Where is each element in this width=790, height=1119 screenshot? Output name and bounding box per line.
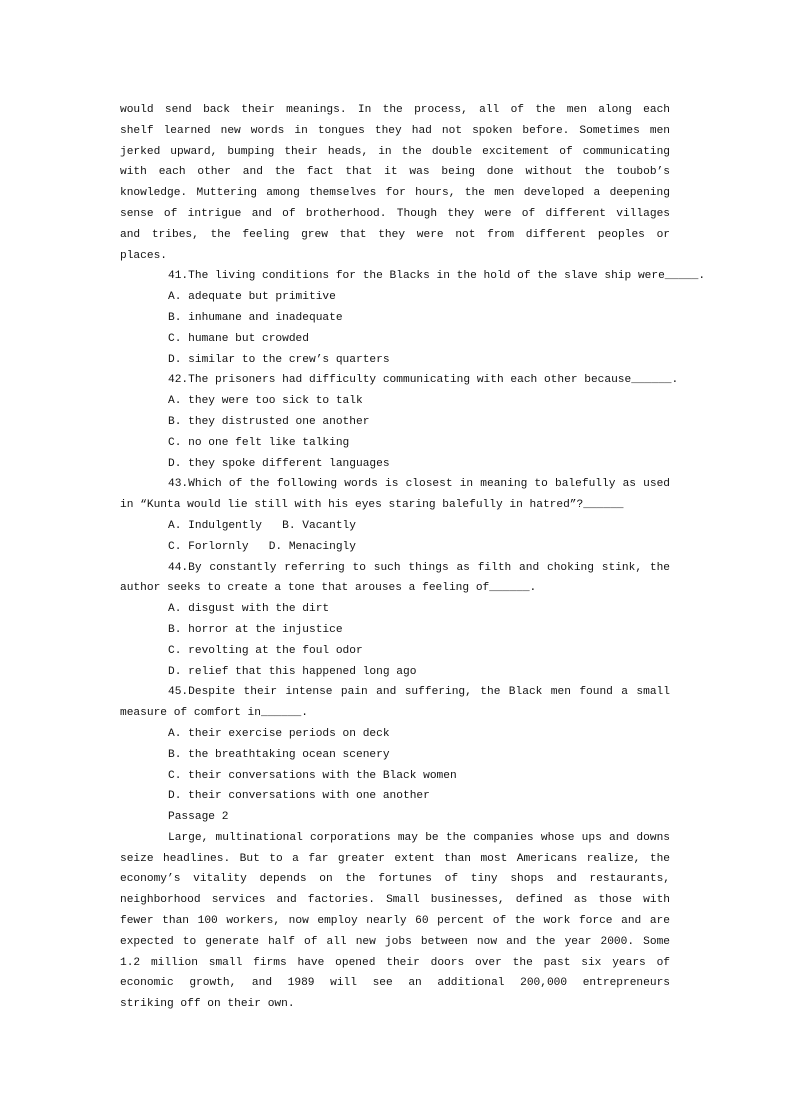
answer-option: A. their exercise periods on deck (168, 727, 390, 740)
text-line: shelf learned new words in tongues they had not spoken before. Sometimes men (120, 124, 670, 137)
text-line: sense of intrigue and of brotherhood. Though they were of different villages (120, 207, 670, 220)
question-stem: 45.Despite their intense pain and suffering, the Black men found a small (168, 686, 670, 699)
text-line: places. (120, 249, 167, 262)
document-page (120, 100, 706, 1015)
answer-option: D. their conversations with one another (168, 790, 430, 803)
answer-option: D. they spoke different languages (168, 457, 390, 470)
text-line: seize headlines. But to a far greater extent than most Americans realize, the (120, 852, 670, 865)
question-43 (120, 474, 670, 557)
text-line: would send back their meanings. In the process, all of the men along each (120, 104, 670, 116)
question-41 (120, 266, 706, 370)
question-42 (120, 370, 679, 474)
text-line: jerked upward, bumping their heads, in the double excitement of communicating (120, 145, 670, 158)
text-line: with each other and the fact that it was being done without the toubob’s (120, 166, 670, 179)
text-line: 1.2 million small firms have opened their doors over the past six years of (120, 956, 670, 969)
question-stem: measure of comfort in______. (120, 707, 308, 720)
answer-option: C. humane but crowded (168, 332, 309, 345)
answer-option: C. their conversations with the Black women (168, 769, 457, 782)
text-line: expected to generate half of all new jobs between now and the year 2000. Some (120, 935, 670, 948)
answer-option: C. Forlornly D. Menacingly (168, 540, 356, 553)
question-45 (120, 682, 670, 807)
passage-2 (120, 807, 670, 1015)
passage-title: Passage 2 (168, 811, 229, 824)
answer-option: B. inhumane and inadequate (168, 311, 343, 324)
text-line: and tribes, the feeling grew that they were not from different peoples or (120, 228, 670, 241)
text-line: economic growth, and 1989 will see an additional 200,000 entrepreneurs (120, 977, 670, 990)
text-line: economy’s vitality depends on the fortunes of tiny shops and restaurants, (120, 873, 670, 886)
answer-option: A. Indulgently B. Vacantly (168, 519, 356, 532)
text-line: knowledge. Muttering among themselves for hours, the men developed a deepening (120, 187, 670, 200)
answer-option: C. revolting at the foul odor (168, 644, 363, 657)
answer-option: A. they were too sick to talk (168, 395, 363, 408)
answer-option: B. the breathtaking ocean scenery (168, 748, 390, 761)
question-stem: 44.By constantly referring to such things as filth and choking stink, the (168, 561, 670, 574)
question-stem: 41.The living conditions for the Blacks in the hold of the slave ship were_____. (168, 270, 706, 283)
answer-option: A. disgust with the dirt (168, 603, 330, 616)
answer-option: D. similar to the crew’s quarters (168, 353, 390, 366)
question-stem: author seeks to create a tone that arouses a feeling of______. (120, 582, 537, 595)
answer-option: B. they distrusted one another (168, 415, 370, 428)
question-stem: 43.Which of the following words is closest in meaning to balefully as used (168, 478, 670, 491)
answer-option: C. no one felt like talking (168, 436, 350, 449)
question-stem: 42.The prisoners had difficulty communicating with each other because______. (168, 374, 679, 387)
answer-option: A. adequate but primitive (168, 291, 336, 304)
question-44 (120, 558, 670, 683)
text-line: striking off on their own. (120, 998, 295, 1011)
text-line: Large, multinational corporations may be the companies whose ups and downs (168, 831, 670, 844)
answer-option: B. horror at the injustice (168, 623, 343, 636)
text-line: fewer than 100 workers, now employ nearly 60 percent of the work force and are (120, 915, 670, 928)
passage-1-text (120, 100, 670, 266)
question-stem: in “Kunta would lie still with his eyes staring balefully in hatred”?______ (120, 499, 624, 512)
answer-option: D. relief that this happened long ago (168, 665, 417, 678)
text-line: neighborhood services and factories. Small businesses, defined as those with (120, 894, 670, 907)
